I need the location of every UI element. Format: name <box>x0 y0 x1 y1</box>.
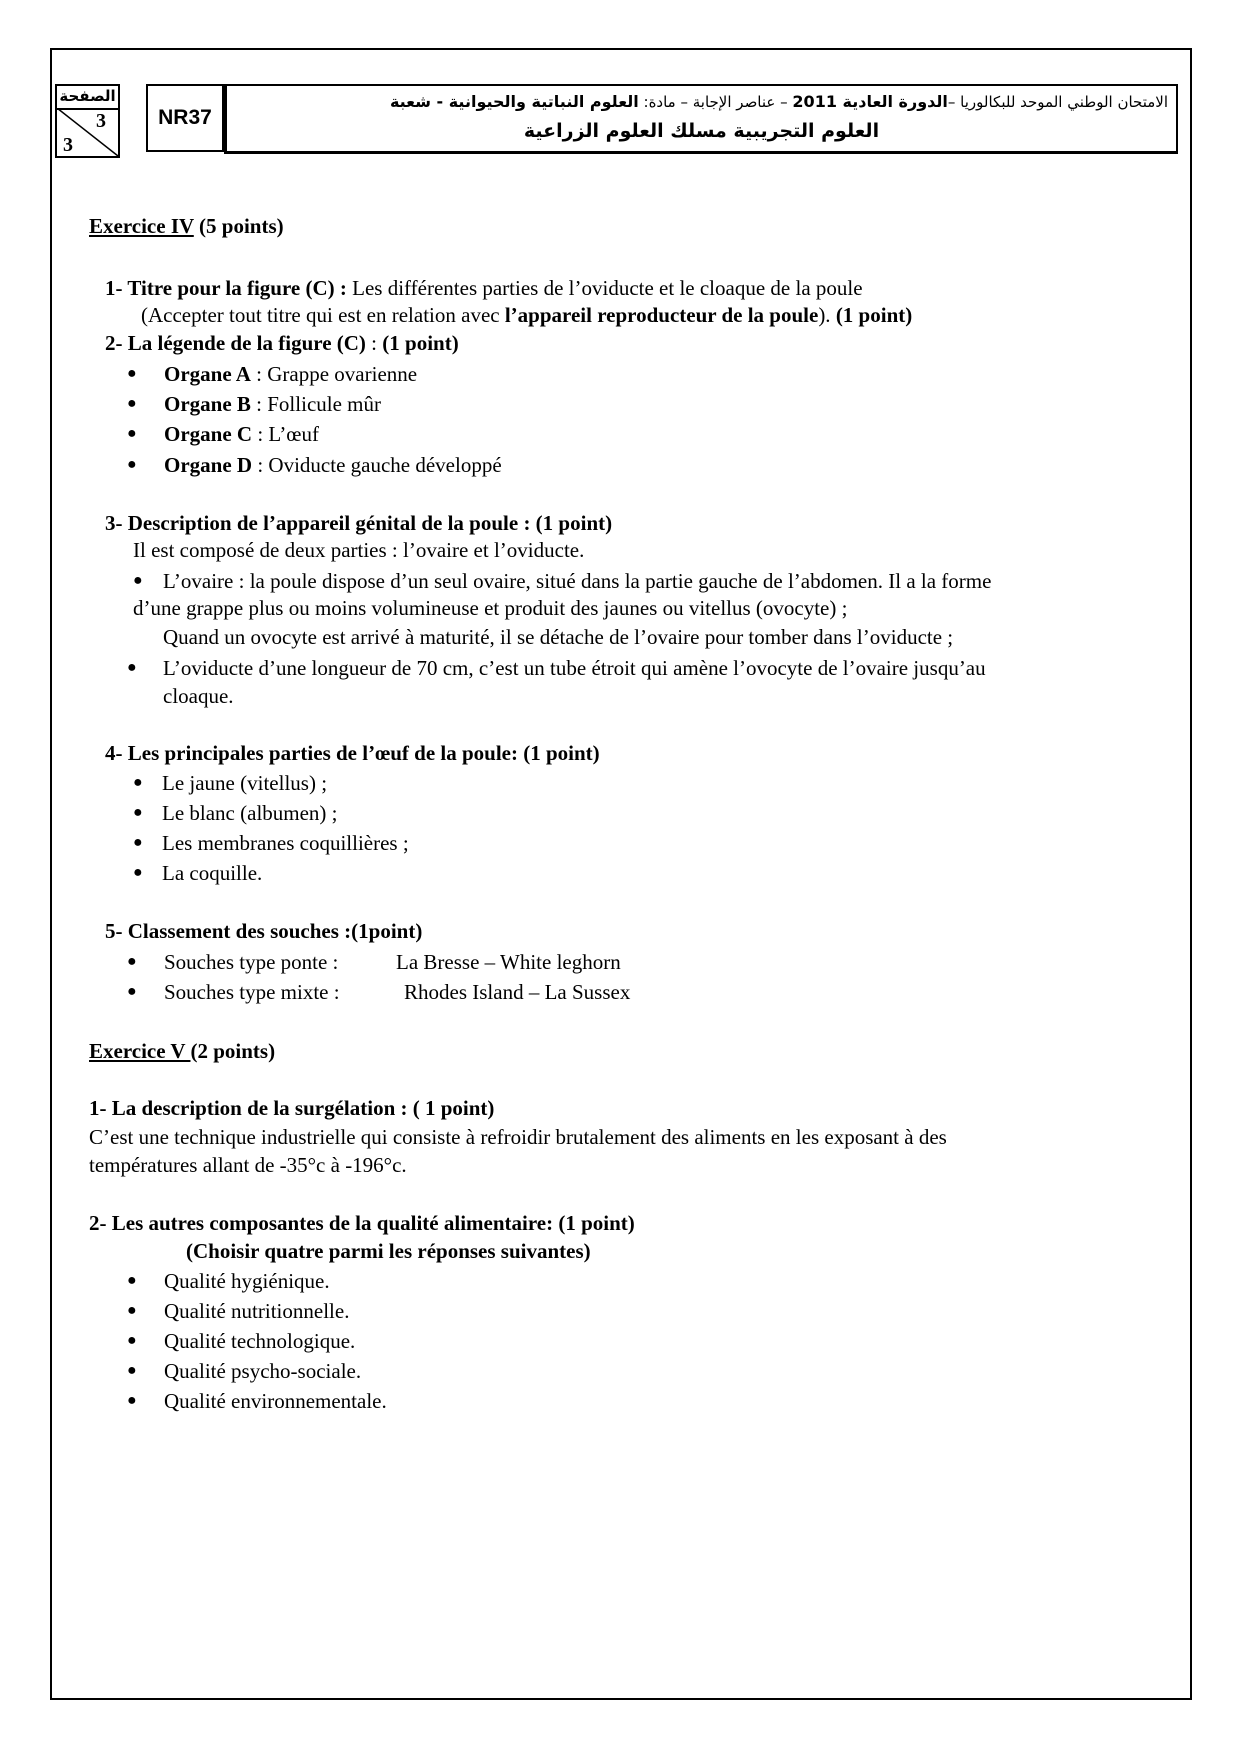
exam-code: NR37 <box>146 84 224 152</box>
ex4-q4: 4- Les principales parties de l’œuf de la poule: (1 point) <box>105 741 600 765</box>
bullet: ● <box>127 983 137 1000</box>
bullet: ● <box>127 1302 137 1319</box>
ex5-q1-l1: C’est une technique industrielle qui consiste à refroidir brutalement des aliments en les exposant à des <box>89 1125 947 1149</box>
ex4-q1-note: (Accepter tout titre qui est en relation avec l’appareil reproducteur de la poule). (1 point) <box>141 303 913 327</box>
egg-part: Le jaune (vitellus) ; <box>162 771 328 795</box>
ex4-q3-ovary-l1: L’ovaire : la poule dispose d’un seul ovaire, situé dans la partie gauche de l’abdomen. Il a la forme <box>163 569 992 593</box>
strain-names: Rhodes Island – La Sussex <box>404 980 631 1004</box>
quality-item: Qualité technologique. <box>164 1329 356 1353</box>
ex4-q3-oviduct-l1: L’oviducte d’une longueur de 70 cm, c’est un tube étroit qui amène l’ovocyte de l’ovaire jusqu’au <box>163 656 986 680</box>
page-number-box <box>55 84 120 158</box>
bullet: ● <box>127 953 137 970</box>
egg-part: La coquille. <box>162 861 263 885</box>
ex5-q1-l2: températures allant de -35°c à -196°c. <box>89 1153 407 1177</box>
bullet: ● <box>133 864 143 881</box>
ex5-heading: Exercice V (2 points) <box>89 1039 276 1063</box>
organ-a: Organe A : Grappe ovarienne <box>164 362 418 386</box>
page-label: الصفحة <box>57 86 118 110</box>
bullet: ● <box>127 456 137 473</box>
exam-title-line1 <box>390 92 1168 111</box>
ex4-q1: 1- Titre pour la figure (C) : Les différentes parties de l’oviducte et le cloaque de la poule <box>105 276 863 300</box>
title-part-c: – عناصر الإجابة – مادة: <box>643 93 788 111</box>
bullet: ● <box>133 774 143 791</box>
title-part-d: العلوم النباتية والحيوانية - شعبة <box>389 92 639 111</box>
quality-item: Qualité psycho-sociale. <box>164 1359 362 1383</box>
ex5-q1: 1- La description de la surgélation : ( 1 point) <box>89 1096 495 1120</box>
bullet: ● <box>127 425 137 442</box>
bullet: ● <box>127 1272 137 1289</box>
strain-names: La Bresse – White leghorn <box>396 950 621 974</box>
quality-item: Qualité environnementale. <box>164 1389 387 1413</box>
bullet: ● <box>127 1392 137 1409</box>
title-part-a: الامتحان الوطني الموحد للبكالوريا – <box>947 93 1168 111</box>
ex4-heading: Exercice IV (5 points) <box>89 214 284 238</box>
exam-title-box <box>224 84 1178 154</box>
bullet: ● <box>133 804 143 821</box>
bullet: ● <box>127 365 137 382</box>
ex4-q3-ovary-l2: d’une grappe plus ou moins volumineuse et produit des jaunes ou vitellus (ovocyte) ; <box>133 596 848 620</box>
title-part-b: الدورة العادية 2011 <box>792 92 948 111</box>
page-current: 3 <box>96 110 106 132</box>
ex4-q3: 3- Description de l’appareil génital de la poule : (1 point) <box>105 511 613 535</box>
ex4-q3-oviduct-l2: cloaque. <box>163 684 234 708</box>
bullet: ● <box>133 834 143 851</box>
egg-part: Les membranes coquillières ; <box>162 831 409 855</box>
strain-type: Souches type ponte : <box>164 950 339 974</box>
bullet: ● <box>127 395 137 412</box>
quality-item: Qualité hygiénique. <box>164 1269 330 1293</box>
egg-part: Le blanc (albumen) ; <box>162 801 338 825</box>
ex4-q2: 2- La légende de la figure (C) : (1 point) <box>105 331 459 355</box>
bullet: ● <box>127 1332 137 1349</box>
ex4-q3-intro: Il est composé de deux parties : l’ovaire et l’oviducte. <box>133 538 585 562</box>
ex4-q5: 5- Classement des souches :(1point) <box>105 919 423 943</box>
bullet: ● <box>127 659 137 676</box>
ex5-q2-note: (Choisir quatre parmi les réponses suivantes) <box>186 1239 591 1263</box>
quality-item: Qualité nutritionnelle. <box>164 1299 350 1323</box>
ex4-q3-ovary-l3: Quand un ovocyte est arrivé à maturité, il se détache de l’ovaire pour tomber dans l’oviducte ; <box>163 625 954 649</box>
organ-d: Organe D : Oviducte gauche développé <box>164 453 502 477</box>
page-total: 3 <box>63 134 73 156</box>
exam-title-line2: العلوم التجريبية مسلك العلوم الزراعية <box>523 120 880 142</box>
ex5-q2: 2- Les autres composantes de la qualité alimentaire: (1 point) <box>89 1211 635 1235</box>
strain-type: Souches type mixte : <box>164 980 340 1004</box>
organ-b: Organe B : Follicule mûr <box>164 392 381 416</box>
bullet: ● <box>127 1362 137 1379</box>
organ-c: Organe C : L’œuf <box>164 422 319 446</box>
bullet: ● <box>133 572 143 589</box>
